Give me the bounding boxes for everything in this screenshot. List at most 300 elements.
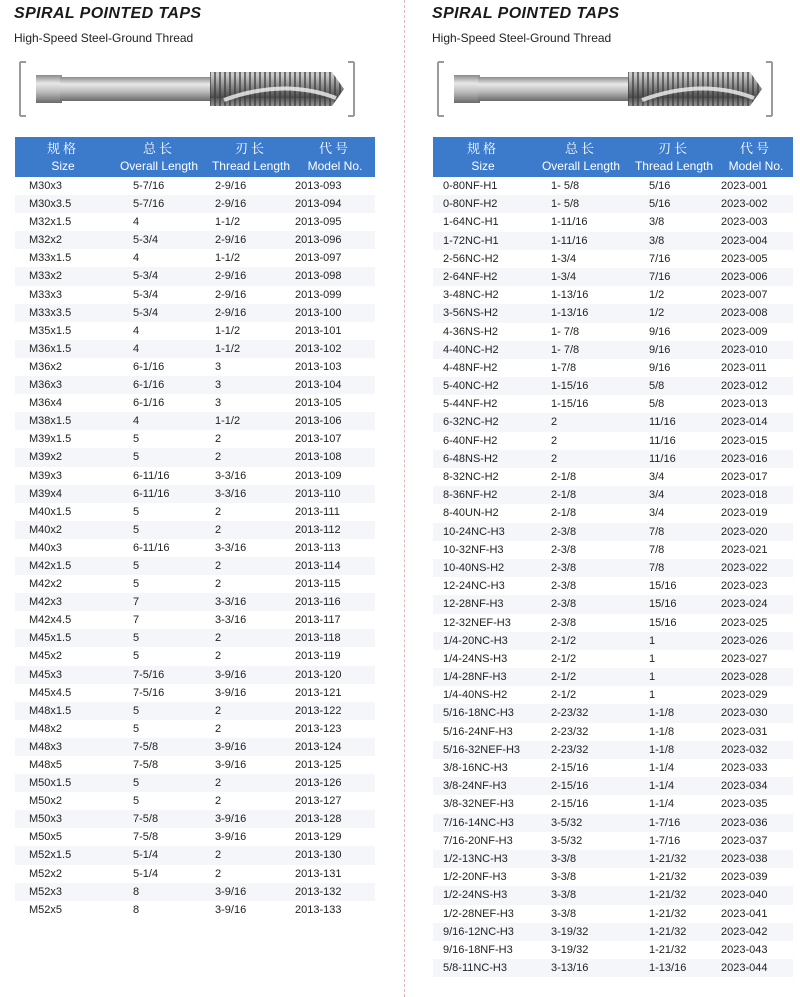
overall-length-cell: 5 <box>133 505 140 518</box>
size-cell: M38x1.5 <box>29 415 72 428</box>
thread-length-cell: 3-3/16 <box>215 614 247 627</box>
thread-length-cell: 7/8 <box>649 561 665 574</box>
table-row <box>433 177 793 195</box>
thread-length-cell: 1/2 <box>649 289 665 302</box>
table-row <box>15 901 375 919</box>
thread-length-cell: 15/16 <box>649 616 677 629</box>
thread-length-cell: 9/16 <box>649 361 671 374</box>
size-cell: M33x3.5 <box>29 306 72 319</box>
model-no-cell: 2013-095 <box>295 216 342 229</box>
table-row <box>433 195 793 213</box>
thread-length-cell: 3/4 <box>649 471 665 483</box>
thread-length-cell: 1-21/32 <box>649 871 687 884</box>
overall-length-cell: 7-5/8 <box>133 831 159 844</box>
overall-length-cell: 5 <box>133 523 140 536</box>
model-no-cell: 2023-037 <box>721 834 768 847</box>
table-row <box>15 720 375 738</box>
table-row <box>433 523 793 541</box>
overall-length-cell: 2-15/16 <box>551 798 589 811</box>
model-no-cell: 2013-101 <box>295 324 342 337</box>
model-no-cell: 2023-005 <box>721 252 768 265</box>
size-cell: 5-40NC-H2 <box>443 380 499 393</box>
table-row <box>433 232 793 250</box>
thread-length-cell: 7/8 <box>649 525 665 538</box>
size-cell: 7/16-20NF-H3 <box>443 834 513 847</box>
column-separator <box>404 0 405 997</box>
overall-length-cell: 5-1/4 <box>133 867 159 880</box>
size-cell: M30x3.5 <box>29 198 72 211</box>
overall-length-cell: 1- 5/8 <box>551 198 580 211</box>
model-no-cell: 2013-128 <box>295 813 342 826</box>
thread-length-cell: 1-1/2 <box>215 324 241 337</box>
thread-length-cell: 3-9/16 <box>215 759 247 771</box>
overall-length-cell: 8 <box>133 903 140 916</box>
thread-length-cell: 11/16 <box>649 434 676 447</box>
thread-length-cell: 5/16 <box>649 198 671 211</box>
overall-length-cell: 3-3/8 <box>551 871 577 884</box>
thread-length-cell: 3/4 <box>649 489 665 502</box>
model-no-cell: 2013-093 <box>295 180 342 192</box>
thread-length-cell: 2-9/16 <box>215 270 247 283</box>
table-row <box>15 810 375 828</box>
overall-length-cell: 7-5/16 <box>133 668 165 681</box>
thread-length-cell: 1-1/8 <box>649 743 675 756</box>
overall-length-cell: 1-13/16 <box>551 307 589 320</box>
size-cell: 10-24NC-H3 <box>443 525 505 538</box>
thread-length-cell: 3-9/16 <box>215 686 247 699</box>
size-cell: M42x4.5 <box>29 614 72 627</box>
size-cell: 2-56NC-H2 <box>443 252 499 265</box>
overall-length-cell: 5 <box>133 777 140 790</box>
table-row <box>433 395 793 413</box>
overall-length-cell: 1-13/16 <box>551 289 589 302</box>
model-no-cell: 2013-131 <box>295 867 342 880</box>
table-row <box>433 559 793 577</box>
table-row <box>433 504 793 522</box>
table-row <box>15 430 375 448</box>
thread-length-cell: 15/16 <box>649 598 677 611</box>
page-title: SPIRAL POINTED TAPS <box>432 5 620 22</box>
overall-length-cell: 2-3/8 <box>551 525 577 538</box>
model-no-cell: 2013-124 <box>295 740 342 753</box>
overall-length-cell: 1-15/16 <box>551 398 589 411</box>
thread-length-cell: 3 <box>215 397 222 410</box>
table-row <box>433 668 793 686</box>
size-cell: M45x3 <box>29 668 63 681</box>
table-row <box>15 376 375 394</box>
size-cell: M50x5 <box>29 831 63 844</box>
overall-length-cell: 1-11/16 <box>551 216 588 229</box>
size-cell: 8-32NC-H2 <box>443 471 499 483</box>
size-cell: M45x1.5 <box>29 632 72 645</box>
table-row <box>15 195 375 213</box>
model-no-cell: 2023-027 <box>721 652 768 665</box>
size-cell: 12-32NEF-H3 <box>443 616 511 629</box>
thread-length-cell: 2-9/16 <box>215 288 247 301</box>
model-no-cell: 2013-105 <box>295 397 342 410</box>
model-no-cell: 2023-029 <box>721 689 768 702</box>
table-row <box>433 413 793 431</box>
overall-length-cell: 6-11/16 <box>133 469 170 482</box>
table-row <box>433 304 793 322</box>
thread-length-cell: 5/8 <box>649 380 665 393</box>
table-row <box>433 268 793 286</box>
table-row <box>15 358 375 376</box>
thread-length-cell: 2 <box>215 722 222 735</box>
table-row <box>433 359 793 377</box>
overall-length-cell: 2-1/2 <box>551 671 577 684</box>
table-row <box>15 467 375 485</box>
overall-length-cell: 6-1/16 <box>133 397 165 410</box>
overall-length-cell: 3-3/8 <box>551 889 577 902</box>
thread-length-cell: 1-21/32 <box>649 852 687 865</box>
thread-length-cell: 1-1/2 <box>215 415 241 428</box>
overall-length-cell: 4 <box>133 252 140 265</box>
thread-length-cell: 1-1/4 <box>649 780 675 793</box>
table-row <box>15 684 375 702</box>
overall-length-cell: 6-11/16 <box>133 487 170 500</box>
overall-length-cell: 1-7/8 <box>551 361 577 374</box>
overall-length-cell: 6-1/16 <box>133 379 165 392</box>
size-cell: M50x1.5 <box>29 777 72 790</box>
model-no-cell: 2013-115 <box>295 578 341 591</box>
model-no-cell: 2013-108 <box>295 451 342 464</box>
column-header-thread-length: 刃长 Thread Length <box>211 141 291 173</box>
thread-length-cell: 1-1/2 <box>215 252 241 265</box>
size-cell: 7/16-14NC-H3 <box>443 816 514 829</box>
model-no-cell: 2023-030 <box>721 707 768 720</box>
size-cell: 6-32NC-H2 <box>443 416 499 429</box>
table-row <box>15 485 375 503</box>
thread-length-cell: 1-7/16 <box>649 816 681 829</box>
model-no-cell: 2023-001 <box>721 180 768 192</box>
size-cell: M36x3 <box>29 379 63 392</box>
table-header <box>433 137 793 177</box>
table-body <box>15 177 375 919</box>
overall-length-cell: 6-1/16 <box>133 360 165 373</box>
table-row <box>433 795 793 813</box>
overall-length-cell: 5 <box>133 795 140 808</box>
thread-length-cell: 1 <box>649 689 656 702</box>
table-row <box>15 448 375 466</box>
table-row <box>433 850 793 868</box>
thread-length-cell: 3-3/16 <box>215 469 247 482</box>
overall-length-cell: 5 <box>133 451 140 464</box>
overall-length-cell: 2-3/8 <box>551 616 577 629</box>
model-no-cell: 2013-106 <box>295 415 342 428</box>
size-cell: 1/2-20NF-H3 <box>443 871 507 884</box>
size-cell: M42x1.5 <box>29 559 72 572</box>
table-row <box>15 774 375 792</box>
model-no-cell: 2013-122 <box>295 704 342 717</box>
table-row <box>15 666 375 684</box>
overall-length-cell: 5 <box>133 559 140 572</box>
model-no-cell: 2013-107 <box>295 433 342 446</box>
model-no-cell: 2013-118 <box>295 632 341 645</box>
table-row <box>15 828 375 846</box>
model-no-cell: 2023-023 <box>721 580 768 593</box>
thread-length-cell: 1-21/32 <box>649 925 687 938</box>
model-no-cell: 2023-031 <box>721 725 768 738</box>
overall-length-cell: 5 <box>133 433 140 446</box>
size-cell: 3/8-32NEF-H3 <box>443 798 514 811</box>
overall-length-cell: 2 <box>551 434 558 447</box>
page-title: SPIRAL POINTED TAPS <box>14 5 202 22</box>
model-no-cell: 2023-042 <box>721 925 768 938</box>
model-no-cell: 2023-019 <box>721 507 768 520</box>
column-header-size: 规格 Size <box>46 141 79 173</box>
model-no-cell: 2023-006 <box>721 270 768 283</box>
model-no-cell: 2023-022 <box>721 561 768 574</box>
size-cell: M32x1.5 <box>29 216 72 229</box>
overall-length-cell: 2-3/8 <box>551 543 577 556</box>
table-row <box>15 792 375 810</box>
thread-length-cell: 2 <box>215 867 222 880</box>
overall-length-cell: 7-5/8 <box>133 759 159 771</box>
model-no-cell: 2023-040 <box>721 889 768 902</box>
size-cell: M39x2 <box>29 451 63 464</box>
size-cell: M33x3 <box>29 288 63 301</box>
size-cell: M40x3 <box>29 541 63 554</box>
table-row <box>433 759 793 777</box>
model-no-cell: 2013-132 <box>295 885 342 898</box>
size-cell: 1/2-28NEF-H3 <box>443 907 514 920</box>
thread-length-cell: 5/8 <box>649 398 665 411</box>
model-no-cell: 2013-116 <box>295 596 341 609</box>
column-header-overall-length: 总长 Overall Length <box>541 141 621 173</box>
overall-length-cell: 2 <box>551 452 558 465</box>
column-header-size: 规格 Size <box>466 141 499 173</box>
model-no-cell: 2023-039 <box>721 871 768 884</box>
thread-length-cell: 3-3/16 <box>215 487 247 500</box>
model-no-cell: 2013-094 <box>295 198 342 211</box>
model-no-cell: 2013-099 <box>295 288 342 301</box>
size-cell: 5/16-32NEF-H3 <box>443 743 521 756</box>
overall-length-cell: 4 <box>133 216 140 229</box>
overall-length-cell: 5 <box>133 650 140 663</box>
table-row <box>15 647 375 665</box>
size-cell: M39x1.5 <box>29 433 72 446</box>
column-header-overall-length: 总长 Overall Length <box>119 141 199 173</box>
size-cell: M36x4 <box>29 397 63 410</box>
column-header-model-no: 代号 Model No. <box>728 141 784 173</box>
size-cell: 1/4-40NS-H2 <box>443 689 508 702</box>
thread-length-cell: 3-9/16 <box>215 903 247 916</box>
overall-length-cell: 3-19/32 <box>551 943 589 956</box>
overall-length-cell: 2-1/2 <box>551 652 577 665</box>
size-cell: M39x3 <box>29 469 63 482</box>
overall-length-cell: 2-1/2 <box>551 634 577 647</box>
model-no-cell: 2013-110 <box>295 487 341 500</box>
thread-length-cell: 3/8 <box>649 216 665 229</box>
table-row <box>15 231 375 249</box>
model-no-cell: 2013-102 <box>295 342 342 355</box>
overall-length-cell: 5-3/4 <box>133 306 159 319</box>
size-cell: M50x2 <box>29 795 63 808</box>
model-no-cell: 2023-035 <box>721 798 768 811</box>
model-no-cell: 2013-130 <box>295 849 342 862</box>
overall-length-cell: 5 <box>133 632 140 645</box>
overall-length-cell: 3-3/8 <box>551 907 577 920</box>
size-cell: M30x3 <box>29 180 63 192</box>
size-cell: 2-64NF-H2 <box>443 270 498 283</box>
model-no-cell: 2023-008 <box>721 307 768 320</box>
thread-length-cell: 2 <box>215 559 222 572</box>
overall-length-cell: 2-15/16 <box>551 780 589 793</box>
thread-length-cell: 5/16 <box>649 180 671 192</box>
thread-length-cell: 7/16 <box>649 270 671 283</box>
model-no-cell: 2023-032 <box>721 743 768 756</box>
overall-length-cell: 5-7/16 <box>133 198 165 211</box>
size-cell: 10-40NS-H2 <box>443 561 505 574</box>
column-header-model-no: 代号 Model No. <box>307 141 363 173</box>
table-row <box>433 632 793 650</box>
model-no-cell: 2013-123 <box>295 722 342 735</box>
page-subtitle: High-Speed Steel-Ground Thread <box>14 31 194 45</box>
thread-length-cell: 1-1/8 <box>649 707 675 720</box>
overall-length-cell: 6-11/16 <box>133 541 170 554</box>
size-cell: 6-40NF-H2 <box>443 434 498 447</box>
model-no-cell: 2023-014 <box>721 416 768 429</box>
model-no-cell: 2013-096 <box>295 234 342 247</box>
overall-length-cell: 1- 7/8 <box>551 325 580 338</box>
spiral-tap-icon <box>432 58 778 120</box>
table-row <box>15 557 375 575</box>
thread-length-cell: 2 <box>215 704 222 717</box>
thread-length-cell: 11/16 <box>649 452 676 465</box>
thread-length-cell: 1-21/32 <box>649 907 687 920</box>
size-cell: M40x2 <box>29 523 63 536</box>
table-row <box>433 323 793 341</box>
table-row <box>15 629 375 647</box>
thread-length-cell: 1-21/32 <box>649 889 687 902</box>
table-row <box>15 756 375 774</box>
table-row <box>15 883 375 901</box>
model-no-cell: 2023-043 <box>721 943 768 956</box>
size-cell: 5/16-24NF-H3 <box>443 725 513 738</box>
size-cell: 6-48NS-H2 <box>443 452 499 465</box>
model-no-cell: 2013-098 <box>295 270 342 283</box>
model-no-cell: 2023-041 <box>721 907 768 920</box>
thread-length-cell: 3-9/16 <box>215 885 247 898</box>
size-cell: 1/4-28NF-H3 <box>443 671 507 684</box>
size-cell: 1/2-24NS-H3 <box>443 889 508 902</box>
spiral-tap-icon <box>14 58 360 120</box>
table-row <box>433 832 793 850</box>
thread-length-cell: 1-1/2 <box>215 342 241 355</box>
table-row <box>433 250 793 268</box>
overall-length-cell: 7-5/8 <box>133 813 159 826</box>
thread-length-cell: 1 <box>649 652 656 665</box>
model-no-cell: 2013-100 <box>295 306 342 319</box>
model-no-cell: 2023-028 <box>721 671 768 684</box>
overall-length-cell: 1-15/16 <box>551 380 589 393</box>
overall-length-cell: 7 <box>133 596 140 609</box>
table-row <box>433 450 793 468</box>
thread-length-cell: 3/8 <box>649 234 665 247</box>
thread-length-cell: 2-9/16 <box>215 306 247 319</box>
model-no-cell: 2023-025 <box>721 616 768 629</box>
size-cell: 4-48NF-H2 <box>443 361 498 374</box>
table-row <box>433 614 793 632</box>
thread-length-cell: 2 <box>215 632 222 645</box>
size-cell: 5-44NF-H2 <box>443 398 498 411</box>
model-no-cell: 2023-044 <box>721 962 768 975</box>
model-no-cell: 2023-036 <box>721 816 768 829</box>
thread-length-cell: 2 <box>215 505 222 518</box>
size-cell: M48x2 <box>29 722 63 735</box>
size-cell: M48x5 <box>29 759 63 771</box>
model-no-cell: 2023-013 <box>721 398 768 411</box>
overall-length-cell: 2-1/8 <box>551 489 577 502</box>
thread-length-cell: 1-1/4 <box>649 798 675 811</box>
size-cell: 9/16-18NF-H3 <box>443 943 513 956</box>
thread-length-cell: 1-1/2 <box>215 216 241 229</box>
model-no-cell: 2023-015 <box>721 434 768 447</box>
thread-length-cell: 3-9/16 <box>215 831 247 844</box>
size-cell: M48x3 <box>29 740 63 753</box>
size-cell: 4-36NS-H2 <box>443 325 499 338</box>
model-no-cell: 2023-034 <box>721 780 768 793</box>
model-no-cell: 2013-097 <box>295 252 342 265</box>
overall-length-cell: 1- 5/8 <box>551 180 580 192</box>
thread-length-cell: 2 <box>215 451 222 464</box>
model-no-cell: 2023-009 <box>721 325 768 338</box>
thread-length-cell: 3-9/16 <box>215 740 247 753</box>
thread-length-cell: 3-3/16 <box>215 541 247 554</box>
size-cell: 1/4-20NC-H3 <box>443 634 508 647</box>
model-no-cell: 2013-109 <box>295 469 342 482</box>
model-no-cell: 2013-125 <box>295 759 342 771</box>
overall-length-cell: 2-1/2 <box>551 689 577 702</box>
size-cell: M33x2 <box>29 270 63 283</box>
overall-length-cell: 1-3/4 <box>551 252 577 265</box>
size-cell: M32x2 <box>29 234 63 247</box>
model-no-cell: 2013-103 <box>295 360 342 373</box>
size-cell: M42x2 <box>29 578 63 591</box>
thread-length-cell: 2 <box>215 795 222 808</box>
thread-length-cell: 1/2 <box>649 307 665 320</box>
thread-length-cell: 7/8 <box>649 543 665 556</box>
model-no-cell: 2013-113 <box>295 541 341 554</box>
thread-length-cell: 3-9/16 <box>215 668 247 681</box>
model-no-cell: 2013-126 <box>295 777 342 790</box>
table-row <box>433 923 793 941</box>
model-no-cell: 2023-012 <box>721 380 768 393</box>
model-no-cell: 2023-017 <box>721 471 768 483</box>
thread-length-cell: 3 <box>215 360 222 373</box>
table-row <box>433 959 793 977</box>
overall-length-cell: 3-19/32 <box>551 925 589 938</box>
overall-length-cell: 2-23/32 <box>551 707 589 720</box>
table-row <box>15 702 375 720</box>
table-row <box>433 432 793 450</box>
table-body <box>433 177 793 977</box>
size-cell: 1/4-24NS-H3 <box>443 652 508 665</box>
model-no-cell: 2023-004 <box>721 234 768 247</box>
thread-length-cell: 2 <box>215 578 222 591</box>
table-row <box>15 611 375 629</box>
thread-length-cell: 11/16 <box>649 416 676 429</box>
table-row <box>433 886 793 904</box>
table-row <box>433 941 793 959</box>
model-no-cell: 2013-104 <box>295 379 342 392</box>
overall-length-cell: 2 <box>551 416 558 429</box>
overall-length-cell: 4 <box>133 342 140 355</box>
model-no-cell: 2023-024 <box>721 598 768 611</box>
size-cell: M48x1.5 <box>29 704 72 717</box>
overall-length-cell: 8 <box>133 885 140 898</box>
